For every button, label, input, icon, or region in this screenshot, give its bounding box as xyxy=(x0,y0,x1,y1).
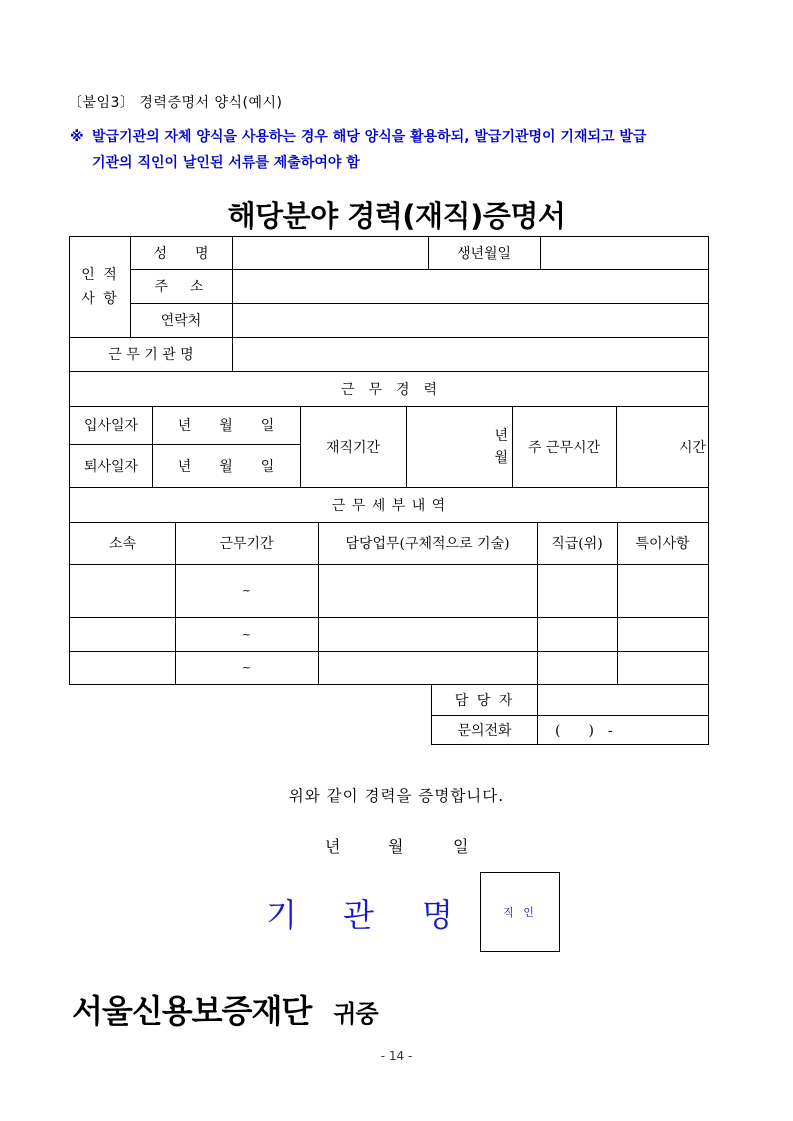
notice-line-2: 기관의 직인이 날인된 서류를 제출하여야 함 xyxy=(92,155,360,171)
contact-label: 연락처 xyxy=(160,313,202,329)
col-remarks: 특이사항 xyxy=(635,536,690,552)
details-section-title: 근 무 세 부 내 역 xyxy=(331,497,447,514)
personal-info-label: 인 적 사 항 xyxy=(81,267,119,307)
recipient-suffix: 귀중 xyxy=(333,1000,378,1028)
weekly-hours-label: 주 근무시간 xyxy=(527,439,601,456)
person-in-charge-field[interactable] xyxy=(537,684,708,715)
hire-date-field[interactable]: 년 월 일 xyxy=(177,418,275,434)
tenure-field[interactable] xyxy=(406,406,512,487)
org-name-char-3: 명 xyxy=(422,896,453,934)
page-number: - 14 - xyxy=(380,1049,413,1063)
col-rank: 직급(위) xyxy=(551,536,603,552)
name-field[interactable] xyxy=(232,237,428,269)
resign-date-label: 퇴사일자 xyxy=(83,458,139,475)
col-duties: 담당업무(구체적으로 기술) xyxy=(345,536,510,552)
col-affiliation: 소속 xyxy=(108,536,137,552)
resign-date-field[interactable]: 년 월 일 xyxy=(177,458,275,475)
employer-label: 근 무 기 관 명 xyxy=(108,347,194,363)
recipient xyxy=(72,986,378,1032)
contact-field[interactable] xyxy=(232,303,708,337)
address-field[interactable] xyxy=(232,269,708,303)
issue-date-year: 년 xyxy=(325,837,341,856)
seal-label: 직 인 xyxy=(503,906,537,919)
table-row-period[interactable]: ~ xyxy=(241,661,252,674)
birth-date-field[interactable] xyxy=(540,237,708,269)
issue-date-day: 일 xyxy=(453,837,469,856)
table-row-period[interactable]: ~ xyxy=(241,584,252,597)
official-seal-box xyxy=(480,872,560,952)
notice-line-1: 발급기관의 자체 양식을 사용하는 경우 해당 양식을 활용하되, 발급기관명이 기재되고 발급 xyxy=(92,129,647,145)
phone-field[interactable]: ( ) - xyxy=(555,722,613,739)
weekly-hours-field[interactable] xyxy=(616,406,708,487)
person-in-charge-label: 담 당 자 xyxy=(454,692,515,709)
col-period: 근무기간 xyxy=(219,536,274,552)
org-name-char-1: 기 xyxy=(266,896,297,934)
career-section-title: 근 무 경 력 xyxy=(340,381,438,398)
annex-heading: 〔붙임3〕 경력증명서 양식(예시) xyxy=(68,95,283,111)
notice-mark: ※ xyxy=(70,129,84,145)
issue-date-month: 월 xyxy=(388,837,404,856)
org-name-char-2: 관 xyxy=(343,896,374,934)
hire-date-label: 입사일자 xyxy=(83,418,139,434)
tenure-month-unit: 월 xyxy=(494,449,508,466)
birth-date-label: 생년월일 xyxy=(456,246,512,262)
submission-notice xyxy=(70,124,740,176)
address-label: 주 소 xyxy=(154,279,208,295)
name-label: 성 명 xyxy=(153,246,209,262)
phone-label: 문의전화 xyxy=(457,722,512,739)
table-row-period[interactable]: ~ xyxy=(241,627,252,641)
tenure-year-unit: 년 xyxy=(494,427,508,444)
employer-field[interactable] xyxy=(232,337,708,371)
hours-unit: 시간 xyxy=(678,439,706,456)
recipient-name: 서울신용보증재단 xyxy=(72,992,312,1030)
document-title: 해당분야 경력(재직)증명서 xyxy=(227,199,566,233)
tenure-label: 재직기간 xyxy=(325,439,381,456)
certification-statement: 위와 같이 경력을 증명합니다. xyxy=(288,787,505,805)
